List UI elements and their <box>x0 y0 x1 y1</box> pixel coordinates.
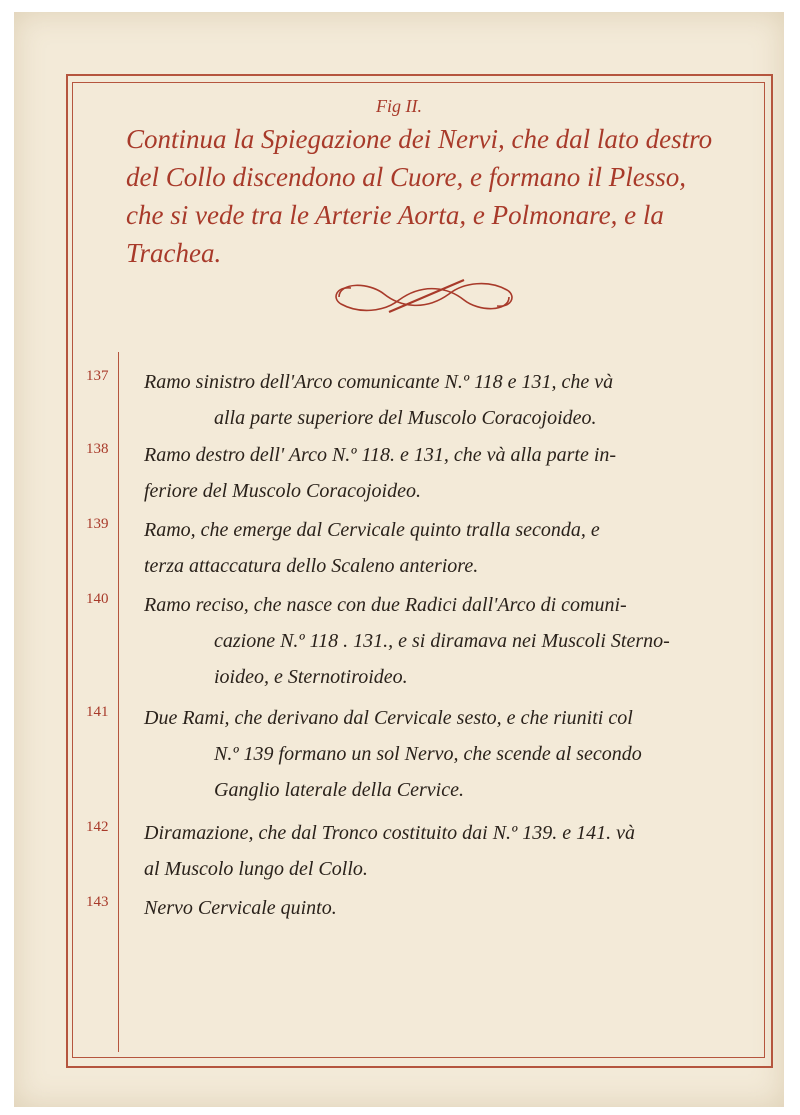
entry-line: al Muscolo lungo del Collo. <box>144 858 368 880</box>
margin-rule <box>118 352 119 1052</box>
entry-line: N.º 139 formano un sol Nervo, che scende al secondo <box>214 743 642 765</box>
calligraphic-flourish-ornament <box>329 272 519 322</box>
entry-line: Ramo sinistro dell'Arco comunicante N.º 118 e 131, che và <box>144 371 614 393</box>
entry-number: 139 <box>86 516 109 532</box>
entry-text <box>144 512 734 584</box>
entry-text <box>144 437 734 509</box>
entry-number: 140 <box>86 591 109 607</box>
entry-line: cazione N.º 118 . 131., e si diramava nei Muscoli Sterno- <box>214 630 670 652</box>
entry-line: Due Rami, che derivano dal Cervicale sesto, e che riuniti col <box>144 707 633 729</box>
entry-line: alla parte superiore del Muscolo Coracojoideo. <box>214 407 597 429</box>
entry-text <box>144 700 734 808</box>
entry-line: ioideo, e Sternotiroideo. <box>214 666 408 688</box>
entry-line: Ganglio laterale della Cervice. <box>214 779 464 801</box>
entry-number: 142 <box>86 819 109 835</box>
entry-text <box>144 364 734 436</box>
entry-number: 143 <box>86 894 109 910</box>
entry-line: Nervo Cervicale quinto. <box>144 897 337 919</box>
entry-line: terza attaccatura dello Scaleno anteriore. <box>144 555 479 577</box>
entry-line: Diramazione, che dal Tronco costituito dai N.º 139. e 141. và <box>144 822 635 844</box>
entry-number: 141 <box>86 704 109 720</box>
entry-text <box>144 890 734 926</box>
entry-text <box>144 587 734 695</box>
entry-line: Ramo, che emerge dal Cervicale quinto tralla seconda, e <box>144 519 600 541</box>
entry-line: Ramo destro dell' Arco N.º 118. e 131, che và alla parte in- <box>144 444 617 466</box>
page-title: Continua la Spiegazione dei Nervi, che dal lato destro del Collo discendono al Cuore, e formano il Plesso, che si vede tra le Arterie Aorta, e Polmonare, e la Trachea. <box>126 124 713 268</box>
entry-number: 138 <box>86 441 109 457</box>
entry-number: 137 <box>86 368 109 384</box>
entry-text <box>144 815 734 887</box>
manuscript-page <box>14 12 784 1107</box>
entry-line: Ramo reciso, che nasce con due Radici dall'Arco di comuni- <box>144 594 627 616</box>
figure-label: Fig II. <box>376 96 422 116</box>
entry-line: feriore del Muscolo Coracojoideo. <box>144 480 421 502</box>
